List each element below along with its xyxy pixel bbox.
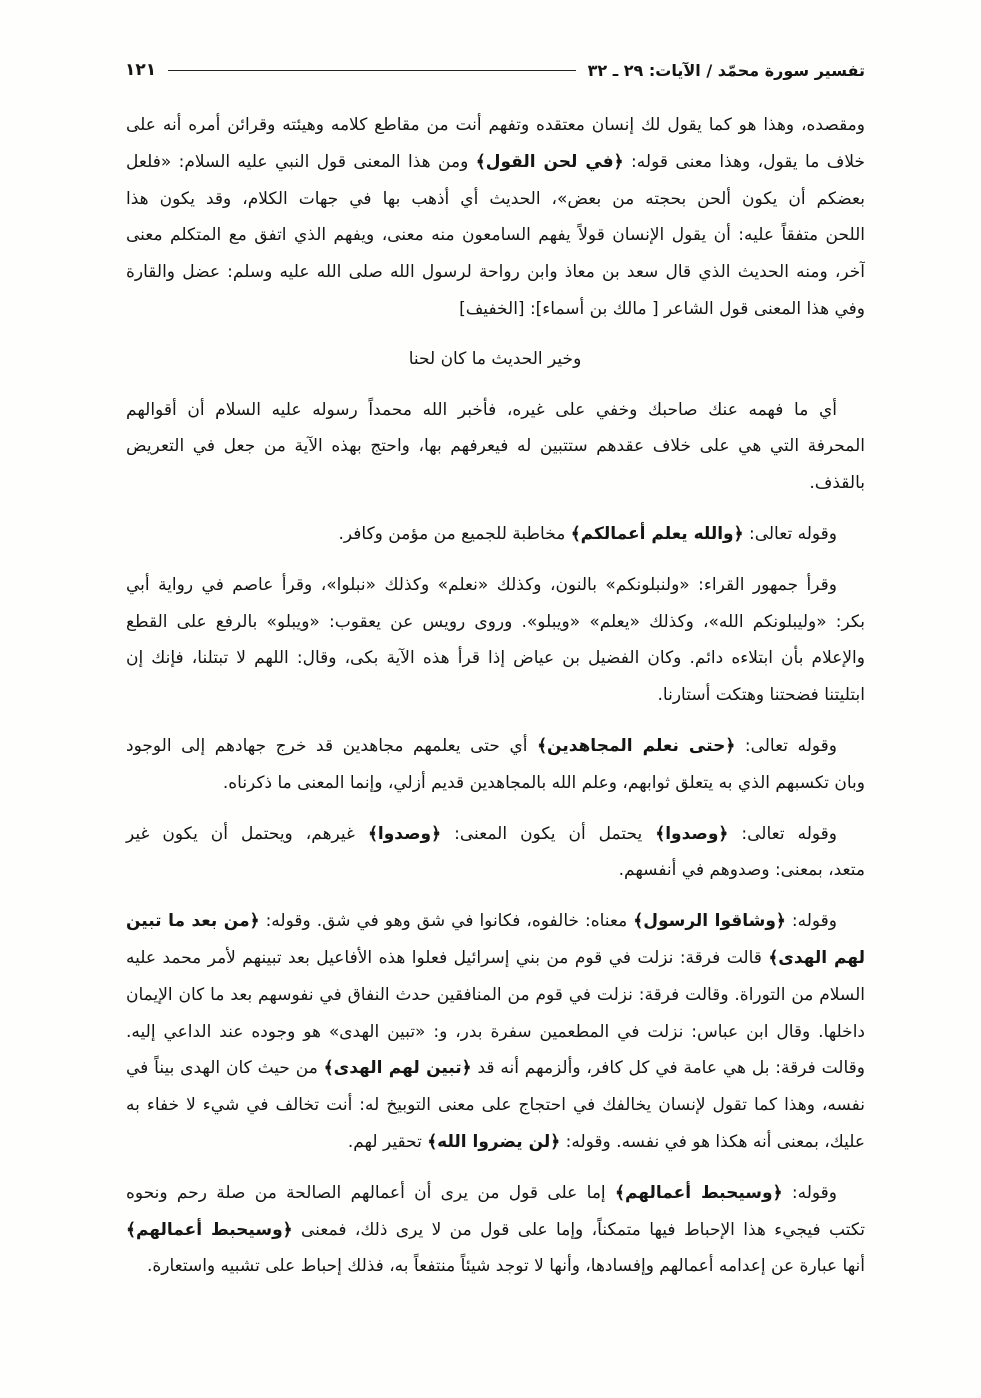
line-text: المحرفة التي هي على خلاف عقدهم ستتبين له فيعرفهم بها، واحتج بهذه الآية من جعل في التعريض: [126, 436, 865, 457]
text-line: [125, 217, 865, 254]
text-line: [125, 1124, 865, 1161]
text-line: [125, 816, 865, 853]
text-line: [125, 903, 865, 940]
text-line: [125, 516, 865, 553]
line-text: نفسه، وهذا كما تقول لإنسان يخالفك في احتجاج على معنى التوبيخ له: أنت تخالف في شيء لا خفاء به: [126, 1095, 865, 1116]
line-text: وقوله: ﴿وشاقوا الرسول﴾ معناه: خالفوه، فكانوا في شق وهو في شق. وقوله: ﴿من بعد ما تبين: [126, 911, 837, 932]
paragraph: [125, 1175, 865, 1285]
line-text: وبان تكسبهم الذي به يتعلق ثوابهم، وعلم الله بالمجاهدين قديم أزلي، وإنما المعنى ما ذكرناه.: [222, 772, 865, 793]
quran-quote: ﴿وصدوا﴾: [655, 823, 729, 844]
poetry-verse: وخير الحديث ما كان لحنا: [408, 348, 582, 369]
text-line: [125, 1050, 865, 1087]
paragraph: [125, 816, 865, 890]
line-text: وقالت فرقة: بل هي عامة في كل كافر، وألزمهم أنه قد ﴿تبين لهم الهدى﴾ من حيث كان الهدى بيناً في: [126, 1058, 865, 1079]
quran-quote: ﴿وسيحبط أعمالهم﴾: [126, 1219, 293, 1240]
line-text: بعضكم أن يكون ألحن بحجته من بعض»، الحديث أي أذهب بها في جهات الكلام، وقد يكون هذا: [126, 188, 865, 209]
paragraph: [125, 728, 865, 802]
text-line: [125, 640, 865, 677]
line-text: أي ما فهمه عنك صاحبك وخفي على غيره، فأخبر الله محمداً رسوله عليه السلام أن أقوالهم: [126, 399, 837, 420]
line-text: ومقصده، وهذا هو كما يقول لك إنسان معتقده وتفهم أنت من مقاطع كلامه وهيئته وقرائن أمره أنه على: [126, 115, 865, 135]
text-line: [125, 677, 865, 714]
running-title: تفسير سورة محمّد / الآيات: ٢٩ ـ ٣٢: [587, 60, 865, 80]
line-text: آخر، ومنه الحديث الذي قال سعد بن معاذ وابن رواحة لرسول الله صلى الله عليه وسلم: عضل والقارة: [126, 262, 865, 283]
line-text: لهم الهدى﴾ قالت فرقة: نزلت في قوم من بني إسرائيل فعلوا هذه الأفاعيل بعد تبينهم لأمر محمد عليه: [126, 947, 865, 968]
page-body: [125, 107, 865, 1285]
line-text: وقوله تعالى: ﴿حتى نعلم المجاهدين﴾ أي حتى يعلمهم مجاهدين قد خرج جهادهم إلى الوجود: [126, 735, 837, 756]
text-line: [125, 765, 865, 802]
line-text: وقوله تعالى: ﴿والله يعلم أعمالكم﴾ مخاطبة للجميع من مؤمن وكافر.: [338, 523, 837, 544]
text-line: [125, 1014, 865, 1051]
text-line: [125, 1248, 865, 1285]
line-text: بكر: «وليبلونكم الله»، وكذلك «يعلم» «ويبلو». وروى رويس عن يعقوب: «ويبلو» بالرفع على القطع: [126, 611, 865, 632]
paragraph: [125, 516, 865, 553]
text-line: [125, 604, 865, 641]
quran-quote: ﴿من بعد ما تبين: [126, 911, 260, 932]
quran-quote: ﴿حتى نعلم المجاهدين﴾: [537, 735, 736, 756]
quran-quote: ﴿والله يعلم أعمالكم﴾: [570, 523, 744, 544]
text-line: [125, 428, 865, 465]
text-line: [125, 728, 865, 765]
line-text: خلاف ما يقول، وهذا معنى قوله: ﴿في لحن القول﴾ ومن هذا المعنى قول النبي عليه السلام: «فلعل: [126, 151, 865, 172]
text-line: [125, 1212, 865, 1249]
line-text: بالقذف.: [809, 473, 865, 494]
line-text: تكتب فيجيء هذا الإحباط فيها متمكناً، وإما على قول من لا يرى ذلك، فمعنى ﴿وسيحبط أعمالهم﴾: [126, 1219, 865, 1240]
header-rule: [168, 70, 575, 71]
line-text: عليك، بمعنى أنه هكذا هو في نفسه. وقوله: ﴿لن يضروا الله﴾ تحقير لهم.: [347, 1131, 865, 1152]
line-text: اللحن متفقاً عليه: أن يقول الإنسان قولاً يفهم السامعون منه معنى، ويفهم الذي اتفق مع المتكلم معنى: [126, 225, 865, 246]
text-line: [125, 1175, 865, 1212]
text-line: [125, 1087, 865, 1124]
line-text: السلام من التوراة. وقالت فرقة: نزلت في قوم من المنافقين حدث النفاق في نفوسهم بعد ما كان الإيمان: [126, 984, 865, 1005]
paragraph: [125, 392, 865, 502]
text-line: [125, 940, 865, 977]
quran-quote: لهم الهدى﴾: [768, 947, 865, 968]
paragraph: [125, 107, 865, 328]
line-text: وقوله تعالى: ﴿وصدوا﴾ يحتمل أن يكون المعنى: ﴿وصدوا﴾ غيرهم، ويحتمل أن يكون غير: [126, 823, 837, 844]
quran-quote: ﴿وشاقوا الرسول﴾: [633, 911, 786, 932]
line-text: أنها عبارة عن إعدامه أعمالهم وإفسادها، وأنها لا توجد شيئاً منتفعاً به، فذلك إحباط على تشبيه واستعارة.: [146, 1256, 865, 1277]
line-text: داخلها. وقال ابن عباس: نزلت في المطعمين سفرة بدر، و: «تبين الهدى» هو وجوده عند الداعي إليه.: [126, 1021, 865, 1042]
text-line: [125, 392, 865, 429]
page-number: ١٢١: [125, 60, 157, 80]
text-line: [125, 254, 865, 291]
paragraph: [125, 567, 865, 714]
paragraph: [125, 903, 865, 1161]
quran-quote: ﴿وسيحبط أعمالهم﴾: [614, 1182, 783, 1203]
quran-quote: ﴿في لحن القول﴾: [475, 151, 624, 172]
line-text: متعد، بمعنى: وصدوهم في أنفسهم.: [618, 860, 865, 881]
line-text: وفي هذا المعنى قول الشاعر [ مالك بن أسماء]: [الخفيف]: [459, 298, 865, 319]
line-text: والإعلام بأن ابتلاءه دائم. وكان الفضيل بن عياض إذا قرأ هذه الآية بكى، وقال: اللهم لا تبتلنا، فإنك إن: [126, 648, 865, 669]
line-text: وقرأ جمهور القراء: «ولنبلونكم» بالنون، وكذلك «نعلم» وكذلك «نبلوا»، وقرأ عاصم في رواية أبي: [126, 574, 837, 595]
quran-quote: ﴿لن يضروا الله﴾: [427, 1131, 561, 1152]
line-text: وقوله: ﴿وسيحبط أعمالهم﴾ إما على قول من يرى أن أعمالهم الصالحة من صلة رحم ونحوه: [126, 1182, 837, 1203]
text-line: [125, 107, 865, 144]
text-line: [125, 465, 865, 502]
quran-quote: ﴿وصدوا﴾: [367, 823, 442, 844]
line-text: ابتليتنا فضحتنا وهتكت أستارنا.: [657, 685, 865, 706]
quran-quote: ﴿تبين لهم الهدى﴾: [323, 1058, 472, 1079]
text-line: [125, 144, 865, 181]
text-line: [125, 852, 865, 889]
text-line: [125, 181, 865, 218]
text-line: [125, 291, 865, 328]
running-header: [125, 56, 865, 84]
text-line: [125, 977, 865, 1014]
text-line: [125, 567, 865, 604]
